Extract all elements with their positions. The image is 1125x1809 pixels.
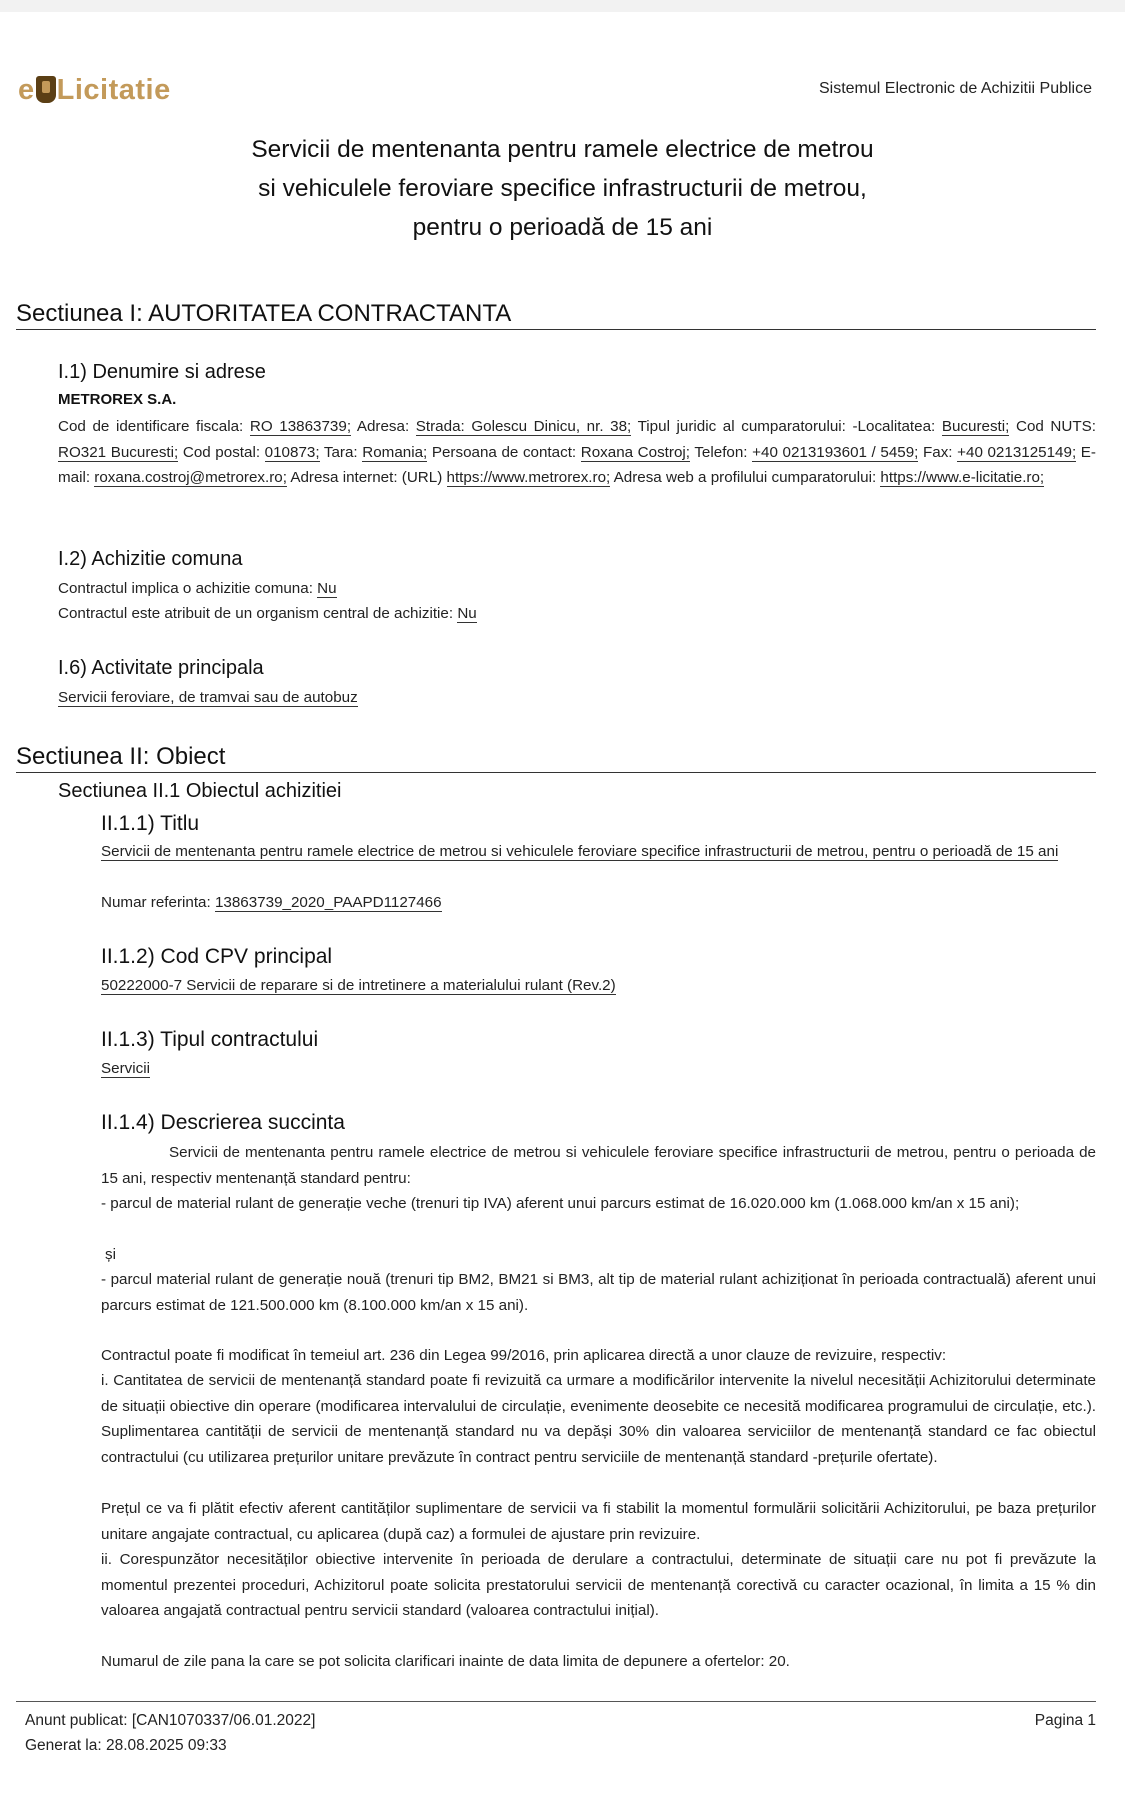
ii12-heading: II.1.2) Cod CPV principal (101, 945, 333, 968)
title-line-3: pentru o perioadă de 15 ani (412, 214, 713, 241)
address: Strada: Golescu Dinicu, nr. 38; (415, 418, 632, 435)
reference-number: 13863739_2020_PAAPD1127466 (214, 894, 442, 911)
ii11-heading: II.1.1) Titlu (101, 812, 200, 835)
central-body-value: Nu (457, 605, 477, 622)
page-number: Pagina 1 (1034, 1712, 1096, 1729)
title-line-1: Servicii de mentenanta pentru ramele electrice de metrou (251, 136, 874, 163)
phone: +40 0213193601 / 5459; (752, 443, 919, 461)
label-fax: Fax: (918, 443, 958, 461)
fax: +40 0213125149; (957, 443, 1077, 461)
joint-procurement-value: Nu (317, 580, 337, 597)
buyer-profile-link[interactable]: https://www.e-licitatie.ro; (880, 469, 1045, 486)
description-paragraph-8: ii. Corespunzător necesităților obiective intervenite în perioada de derulare a contractului, determinate de situații care nu pot fi prevăzute la momentul prezentei proceduri, Achizitorul poate solicita prestatorului servicii de mentenanță corectivă cu caracter ocazional, în limita a 15 % din valoarea angajată contractual pentru servicii standard (valoarea contractului inițial). (101, 1551, 1096, 1619)
joint-procurement-label: Contractul implica o achizitie comuna: (58, 580, 318, 597)
ii13-heading: II.1.3) Tipul contractului (101, 1028, 319, 1051)
label-address: Adresa: (351, 418, 416, 435)
ii12-value-line (101, 973, 1096, 999)
description-paragraph-4: - parcul material rulant de generație nouă (trenuri tip BM2, BM21 si BM3, alt tip de material rulant achiziționat în perioada contractuală) aferent unui parcurs estimat de 121.500.000 km (8.100.000 km/an x 15 ani). (101, 1271, 1096, 1314)
label-fiscal: Cod de identificare fiscala: (58, 418, 250, 435)
section-2-1-heading: Sectiunea II.1 Obiectul achizitiei (58, 780, 342, 802)
label-country: Tara: (319, 443, 363, 461)
main-activity-value: Servicii feroviare, de tramvai sau de autobuz (58, 689, 358, 706)
nuts-code: RO321 Bucuresti; (58, 443, 179, 461)
label-postal: Cod postal: (178, 443, 265, 461)
system-name: Sistemul Electronic de Achizitii Publice (818, 80, 1092, 97)
country: Romania; (362, 443, 428, 461)
top-bar (0, 0, 1125, 12)
section-2-heading: Sectiunea II: Obiect (16, 743, 1096, 773)
generated-at: Generat la: 28.08.2025 09:33 (25, 1737, 227, 1754)
contract-title-value: Servicii de mentenanta pentru ramele electrice de metrou si vehiculele feroviare specifice infrastructurii de metrou, pentru o perioadă de 15 ani (101, 843, 1059, 860)
document-title (0, 130, 1125, 247)
website-link[interactable]: https://www.metrorex.ro; (446, 469, 611, 486)
postal-code: 010873; (264, 443, 320, 461)
fiscal-code: RO 13863739; (249, 418, 352, 435)
published-notice: Anunt publicat: [CAN1070337/06.01.2022] (25, 1712, 316, 1729)
logo-text-left: e (18, 74, 35, 106)
description-paragraph-2: - parcul de material rulant de generație veche (trenuri tip IVA) aferent unui parcurs estimat de 16.020.000 km (1.068.000 km/an x 15 ani); (101, 1195, 1020, 1212)
description-paragraph-7: Prețul ce va fi plătit efectiv aferent cantităților suplimentare de servicii va fi stabilit la momentul formulării solicitării Achizitorului, pe baza prețurilor unitare angajate contractual, cu aplicarea (după caz) a formulei de ajustare prin revizuire. (101, 1500, 1096, 1543)
label-email: E-mail: (58, 443, 1096, 486)
ii11-title-line (101, 839, 1096, 865)
section-1-heading: Sectiunea I: AUTORITATEA CONTRACTANTA (16, 300, 1096, 330)
cpv-code-value: 50222000-7 Servicii de reparare si de intretinere a materialului rulant (Rev.2) (101, 977, 616, 994)
description-paragraph-5: Contractul poate fi modificat în temeiul art. 236 din Legea 99/2016, prin aplicarea directă a unor clauze de revizuire, respectiv: (101, 1347, 947, 1364)
ii13-value-line (101, 1056, 1096, 1082)
description-text-1: Servicii de mentenanta pentru ramele electrice de metrou si vehiculele feroviare specifice infrastructurii de metrou, pentru o perioada de 15 ani, respectiv mentenanță standard pentru: (101, 1144, 1096, 1187)
label-url: Adresa internet: (URL) (286, 469, 447, 486)
title-line-2: si vehiculele feroviare specifice infrastructurii de metrou, (258, 175, 867, 202)
i1-details (58, 414, 1096, 491)
i2-joint-line (58, 576, 1096, 602)
organization-name: METROREX S.A. (58, 391, 177, 408)
central-body-label: Contractul este atribuit de un organism central de achizitie: (58, 605, 458, 622)
i2-heading: I.2) Achizitie comuna (58, 548, 243, 570)
description-paragraph-6: i. Cantitatea de servicii de mentenanță standard poate fi revizuită ca urmare a modificărilor intervenite la nivelul necesității Achizitorului determinate de situații obiective din operare (modificarea intervalului de circulație, evenimente deosebite ce necesită modificarea programului de circulație, etc.). Suplimentarea cantității de servicii de mentenanță standard nu va depăși 30% din valoarea serviciilor de mentenanță standard ce fac obiectul contractului (cu utilizarea prețurilor unitare prevăzute în contract pentru serviciile de mentenanță standard -prețurile ofertate). (101, 1372, 1096, 1466)
label-nuts: Cod NUTS: (1009, 418, 1096, 435)
contact-person: Roxana Costroj; (580, 443, 691, 461)
description-paragraph-3: și (105, 1246, 116, 1263)
i1-heading: I.1) Denumire si adrese (58, 361, 266, 383)
i6-value-line (58, 685, 1096, 711)
reference-label: Numar referinta: (101, 894, 215, 911)
label-contact: Persoana de contact: (427, 443, 581, 461)
label-buyer-profile: Adresa web a profilului cumparatorului: (610, 469, 881, 486)
locality: Bucuresti; (941, 418, 1010, 435)
label-legal-type: Tipul juridic al cumparatorului: -Localitatea: (631, 418, 942, 435)
label-phone: Telefon: (690, 443, 753, 461)
footer-divider (16, 1701, 1096, 1702)
i2-central-line (58, 601, 1096, 627)
logo-text-right: Licitatie (56, 74, 171, 106)
description-paragraph-1 (101, 1140, 1096, 1191)
logo-glyph-icon (36, 76, 56, 103)
e-licitatie-logo (18, 74, 171, 107)
i6-heading: I.6) Activitate principala (58, 657, 264, 679)
description-paragraph-9: Numarul de zile pana la care se pot solicita clarificari inainte de data limita de depunere a ofertelor: 20. (101, 1653, 790, 1670)
contract-type-value: Servicii (101, 1060, 150, 1077)
email-link[interactable]: roxana.costroj@metrorex.ro; (94, 469, 287, 486)
ii11-reference-line (101, 890, 1096, 916)
ii14-heading: II.1.4) Descrierea succinta (101, 1111, 345, 1134)
